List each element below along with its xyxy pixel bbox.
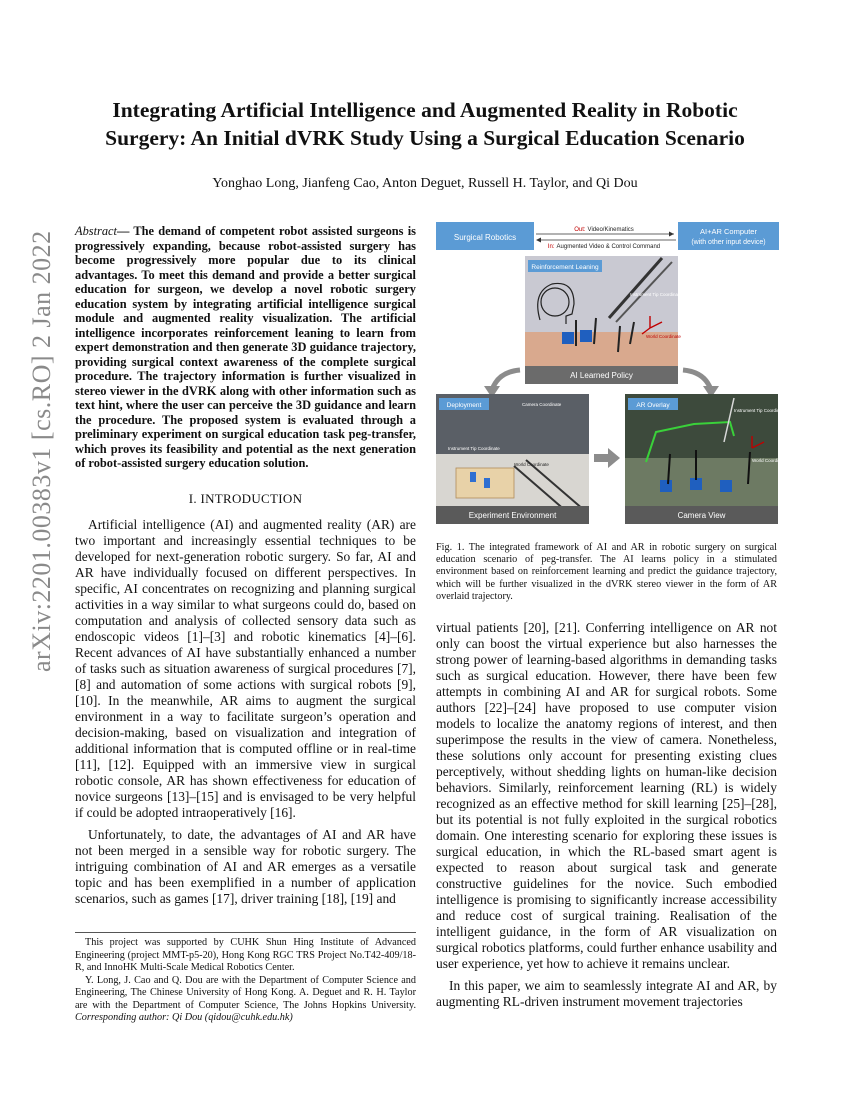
title-line-2: Surgery: An Initial dVRK Study Using a Surgical Education Scenario [105, 126, 745, 150]
out-text: Video/Kinematics [587, 227, 634, 233]
in-caption [548, 244, 660, 250]
right-paragraph-2: In this paper, we aim to seamlessly integrate AI and AR, by augmenting RL-driven instrument movement trajectories [436, 978, 777, 1009]
left-column [75, 224, 416, 913]
footnote-affiliations [75, 975, 416, 1025]
camera-view-label: Camera View [677, 511, 726, 520]
world-label-deploy: World Coordinate [514, 462, 549, 467]
computer-label-2: (with other input device) [691, 239, 766, 246]
world-label-top: World Coordinate [646, 334, 681, 339]
intro-paragraph-1: Artificial intelligence (AI) and augmented reality (AR) are two important and increasingly essential techniques to be developed for next-generation robotic surgery. So far, AI and AR have individually focused on different perspectives. In specific, AI concentrates on recognizing and planning surgical activities in a way similar to what surgeons could do, based on computation and analysis of collected sensory data such as endoscopic videos [1]–[3] and robotic kinematics [4]–[6]. Recent advances of AI have substantially enhanced a number of tasks such as situation awareness of surgical procedures [7], [8] and automation of some actions with surgical robots [9], [10]. In the meanwhile, AR aims to augment the surgical environment in a way to facilitate surgeon’s operation and decision-making, based on visualization and integration of additional information that is computed offline or in real-time [11], [12]. Equipped with an immersive view in surgical robotic console, AR has shown effectiveness for education of novice surgeons [13]–[15] and is envisaged to be very helpful if could be adopted intraoperatively [16]. [75, 516, 416, 820]
computer-label-1: AI+AR Computer [700, 227, 757, 236]
ar-peg-block-1 [660, 480, 672, 492]
world-label-ar: World Coordinate [752, 458, 787, 463]
deploy-peg-1 [470, 472, 476, 482]
footnote-funding: This project was supported by CUHK Shun Hing Institute of Advanced Engineering (project MMT-p5-20), Hong Kong RGC TRS Project No.T42-409/18-R, and InnoHK Multi-Scale Medical Robotics Center. [75, 937, 416, 973]
policy-label: AI Learned Policy [570, 371, 633, 380]
ar-overlay-label: AR Overlay [636, 402, 670, 409]
out-arrowhead-icon [669, 232, 674, 237]
intro-paragraph-2: Unfortunately, to date, the advantages of AI and AR have not been merged in a sensible way for robotic surgery. The intriguing combination of AI and AR emerges as a versatile topic and has been exemplified in a number of application scenarios, such as games [17], driver training [18], [19] and [75, 826, 416, 906]
instrument-tip-label-top: Instrument Tip Coordinate [630, 292, 682, 297]
deployment-label: Deployment [446, 402, 482, 409]
right-paragraph-1: virtual patients [20], [21]. Conferring intelligence on AR not only can boost the virtual experience but also harnesses the strong power of learning-based algorithms in demanding tasks such as surgical education. However, there have been few attempts in combining AI and AR for surgical robots. Some authors [22]–[24] have proposed to use computer vision models to localize the anatomy regions of interest, and then superimpose the results in the view of camera. Nonetheless, these solutions only account for presenting existing clues perceptively, without shedding lights on human-like decision behaviors. Similarly, reinforcement learning (RL) is widely recognized as an effective method for skill learning [25]–[28], but its potential is not fully exploited in the surgical robotics domain. One interesting scenario for exploring these issues is surgical education, in which the RL-based smart agent is expected to reason about surgical task and generate constructive guidelines for the novice. Such embodied intelligence is promising to significantly increase accessibility and reduce cost of surgical training. Realisation of the intelligent guidance, in the form of AR visualization on surgical robotics platforms, could further enhance usability and user experience, yet how to achieve it remains unclear. [436, 620, 777, 971]
out-label: Out: [574, 227, 586, 233]
abstract-label: Abstract [75, 224, 117, 238]
rl-label: Reinforcement Leaning [531, 264, 599, 271]
peg-block-1 [562, 332, 574, 344]
camera-coordinate-label: Camera Coordinate [522, 402, 562, 407]
paper-title [60, 96, 790, 152]
in-label: In: [547, 244, 555, 250]
abstract [75, 224, 416, 471]
ar-peg-block-3 [720, 480, 732, 492]
figure-caption: Fig. 1. The integrated framework of AI and AR in robotic surgery on surgical education scenario of peg-transfer. The AI learns policy in a stimulated environment based on reinforcement learning and predict the guidance trajectory, which will be further visualized in the dVRK stereo viewer in the form of AR overlaid trajectory. [436, 542, 777, 602]
instrument-tip-label-ar: Instrument Tip Coordinate [734, 408, 786, 413]
instrument-tip-label-deploy: Instrument Tip Coordinate [448, 446, 500, 451]
abstract-text: — The demand of competent robot assisted surgeons is progressively expanding, because robot-assisted surgery has become progressively more popular due to its clinical advantages. To meet this demand and provide a better surgical education for surgeon, we develop a novel robotic surgery education system by integrating artificial intelligence surgical module and augmented reality visualization. The artificial intelligence incorporates reinforcement leaning to learn from expert demonstration and then generate 3D guidance trajectory, providing surgical context awareness of the complete surgical procedure. The trajectory information is further visualized in stereo viewer in the dVRK along with other information such as text hint, where the user can perceive the 3D guidance and learn the procedure. The proposed system is evaluated through a preliminary experiment on surgical education task peg-transfer, which proves its feasibility and potential as the next generation of robot-assisted surgery education solution. [75, 224, 416, 470]
arxiv-stamp [14, 230, 64, 676]
right-column [436, 620, 777, 1016]
arxiv-stamp-text: arXiv:2201.00383v1 [cs.RO] 2 Jan 2022 [27, 230, 56, 672]
corresponding-author: Corresponding author: Qi Dou (qidou@cuhk.edu.hk) [75, 1012, 293, 1023]
footnote [75, 932, 416, 1025]
peg-block-2 [580, 330, 592, 342]
title-line-1: Integrating Artificial Intelligence and Augmented Reality in Robotic [112, 98, 738, 122]
in-arrowhead-icon [536, 238, 541, 243]
deploy-to-view-arrow [594, 448, 620, 468]
section-heading: I. INTRODUCTION [188, 490, 303, 506]
out-caption [574, 227, 634, 233]
footnote-affiliation-text: Y. Long, J. Cao and Q. Dou are with the Department of Computer Science and Engineering, The Chinese University of Hong Kong. A. Deguet and R. H. Taylor are with the Department of Computer Science, The Johns Hopkins University. [75, 974, 416, 1011]
author-list: Yonghao Long, Jianfeng Cao, Anton Deguet, Russell H. Taylor, and Qi Dou [212, 176, 638, 191]
surgical-robotics-label: Surgical Robotics [453, 233, 517, 242]
in-text: Augmented Video & Control Command [556, 244, 661, 250]
deploy-peg-2 [484, 478, 490, 488]
experiment-env-label: Experiment Environment [468, 511, 557, 520]
figure-1 [434, 222, 787, 526]
